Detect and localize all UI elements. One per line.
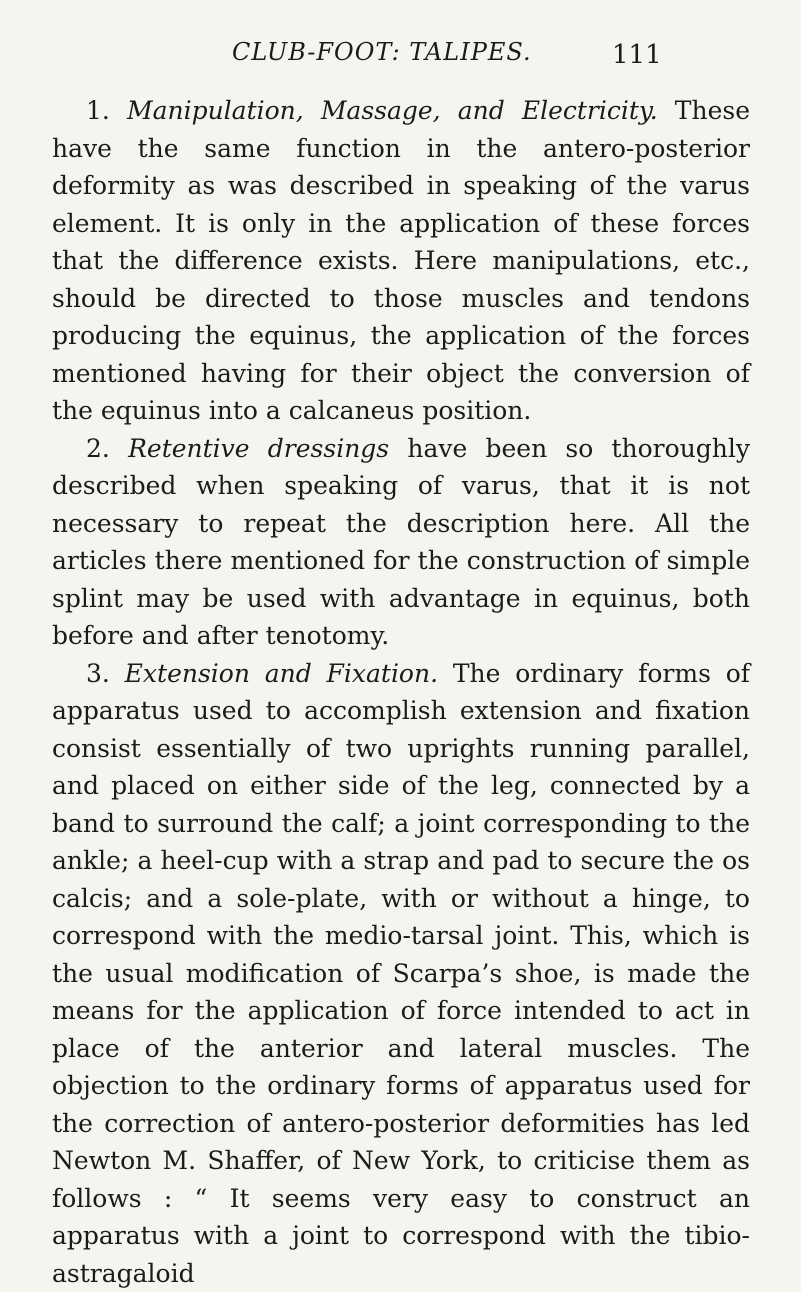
paragraph-heading: Retentive dressings <box>128 434 389 463</box>
paragraph-number: 3. <box>86 659 110 688</box>
paragraph-number: 2. <box>86 434 110 463</box>
page-header <box>0 38 801 78</box>
paragraph-retentive-dressings <box>52 430 750 655</box>
paragraph-number: 1. <box>86 96 110 125</box>
paragraph-manipulation <box>52 92 750 430</box>
running-head: CLUB-FOOT: TALIPES. <box>232 38 532 66</box>
paragraph-extension-fixation <box>52 655 750 1292</box>
paragraph-heading: Extension and Fixation. <box>125 659 438 688</box>
paragraph-text: The ordinary forms of apparatus used to accomplish extension and fixation consist essentially of two uprights running parallel, and placed on either side of the leg, connected by a band to surround the calf; a joint corresponding to the ankle; a heel-cup with a strap and pad to secure the os calcis; and a sole-plate, with or without a hinge, to correspond with the medio-tarsal joint. This, which is the usual modification of Scarpa’s shoe, is made the means for the application of force intended to act in place of the anterior and lateral muscles. The objection to the ordinary forms of apparatus used for the correction of antero-posterior deformities has led Newton M. Shaffer, of New York, to criticise them as follows : “ It seems very easy to construct an apparatus with a joint to correspond with the tibio-astragaloid <box>52 659 750 1288</box>
paragraph-heading: Manipulation, Massage, and Electricity. <box>127 96 658 125</box>
paragraph-text: These have the same function in the antero-posterior deformity as was described in speaking of the varus element. It is only in the application of these forces that the difference exists. Here manipulations, etc., should be directed to those muscles and tendons producing the equinus, the application of the forces mentioned having for their object the conversion of the equinus into a calcaneus position. <box>52 96 750 425</box>
page-number: 111 <box>612 40 662 70</box>
paragraph-text: have been so thoroughly described when speaking of varus, that it is not necessary to repeat the description here. All the articles there mentioned for the construction of simple splint may be used with advantage in equinus, both before and after tenotomy. <box>52 434 750 651</box>
body-text <box>52 92 750 1292</box>
